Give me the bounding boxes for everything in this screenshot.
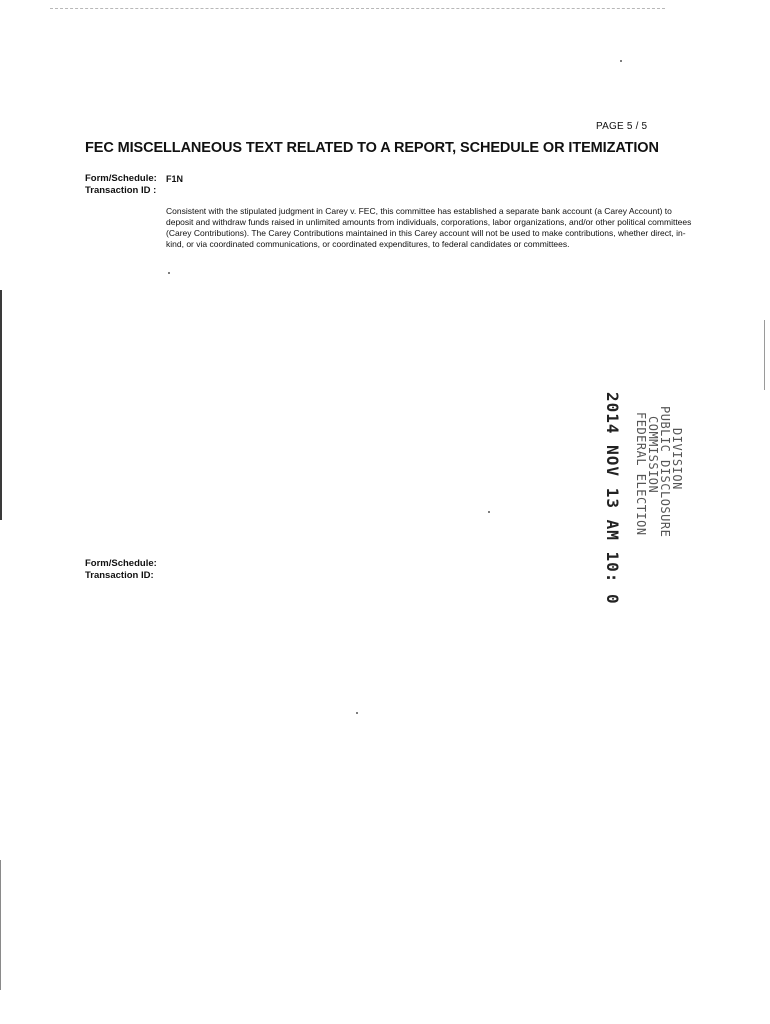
stamp-office-line-4: DIVISION	[670, 428, 684, 490]
page-number: PAGE 5 / 5	[596, 121, 648, 132]
scan-speck	[488, 511, 490, 513]
form-schedule-label: Form/Schedule:	[85, 173, 157, 184]
right-scan-edge	[764, 320, 765, 390]
stamp-office-line-2: COMMISSION	[646, 416, 660, 494]
top-scan-rule	[50, 8, 665, 9]
transaction-id-label-2: Transaction ID:	[85, 570, 154, 581]
transaction-id-label: Transaction ID :	[85, 185, 157, 196]
left-scan-edge	[0, 290, 2, 520]
form-schedule-value: F1N	[166, 174, 184, 184]
stamp-office-line-1: FEDERAL ELECTION	[634, 412, 648, 536]
page-title: FEC MISCELLANEOUS TEXT RELATED TO A REPORT, SCHEDULE OR ITEMIZATION	[85, 140, 659, 156]
miscellaneous-text: Consistent with the stipulated judgment in Carey v. FEC, this committee has established a separate bank account (a Carey Account) to deposit and withdraw funds raised in unlimited amounts from individuals, corporations, labor organizations, and/or other political committees (Carey Contributions). The Carey Contributions maintained in this Carey account will not be used to make contributions, whether direct, in-kind, or via coordinated communications, or coordinated expenditures, to federal candidates or committees.	[166, 206, 692, 249]
received-date-stamp: 2014 NOV 13 AM 10: 0	[603, 392, 622, 605]
stamp-office-line-3: PUBLIC DISCLOSURE	[658, 406, 672, 538]
form-schedule-label-2: Form/Schedule:	[85, 558, 157, 569]
scan-speck	[620, 60, 622, 62]
scan-speck	[168, 272, 170, 274]
left-scan-edge-lower	[0, 860, 1, 990]
scan-speck	[356, 712, 358, 714]
